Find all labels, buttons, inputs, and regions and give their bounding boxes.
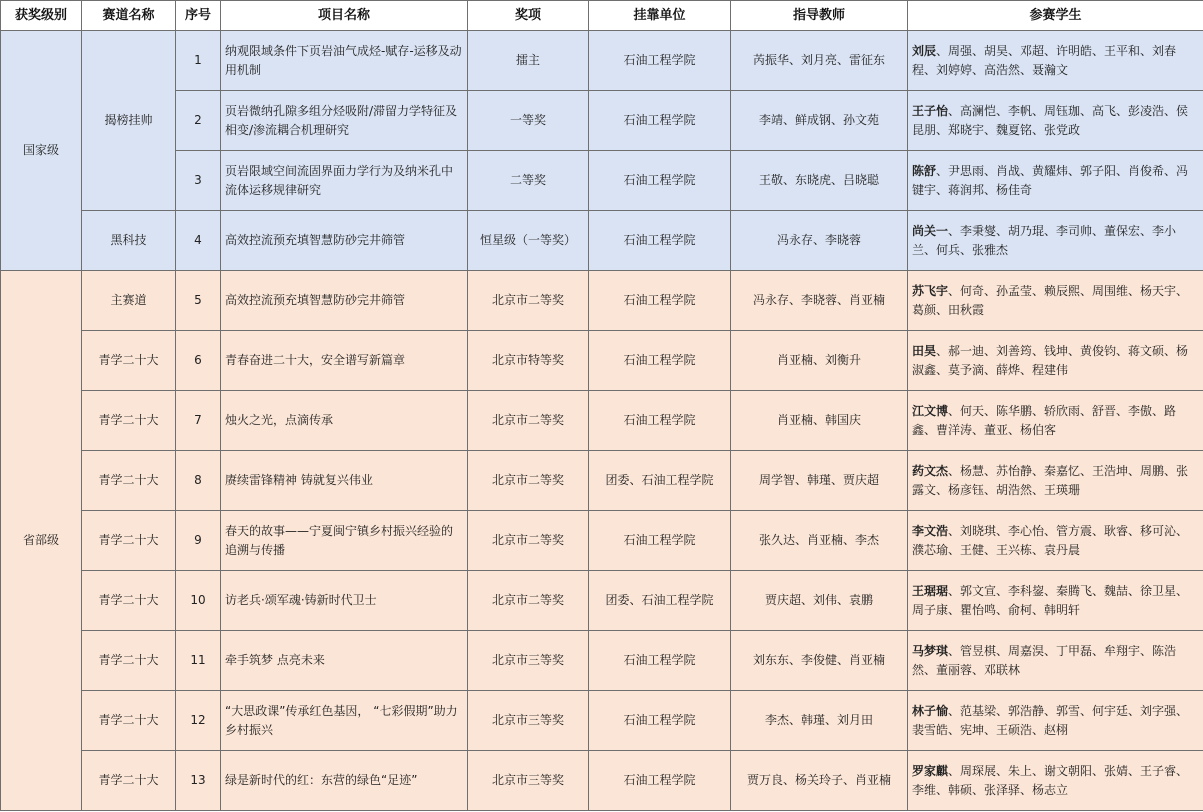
member-students: 、尹思雨、肖战、黄耀炜、郭子阳、肖俊希、冯键宇、蒋润邦、杨佳奇 xyxy=(912,163,1189,197)
table-row xyxy=(1,511,1203,571)
unit-cell: 石油工程学院 xyxy=(589,331,731,391)
unit-cell: 石油工程学院 xyxy=(589,391,731,451)
unit-cell: 石油工程学院 xyxy=(589,631,731,691)
number-cell: 5 xyxy=(176,271,221,331)
table-row xyxy=(1,271,1203,331)
lead-student: 药文杰 xyxy=(912,463,949,478)
number-cell: 10 xyxy=(176,571,221,631)
students-cell xyxy=(908,151,1203,211)
unit-cell: 石油工程学院 xyxy=(589,271,731,331)
track-cell: 揭榜挂帅 xyxy=(82,31,176,211)
table-row xyxy=(1,631,1203,691)
students-cell xyxy=(908,631,1203,691)
teachers-cell: 芮振华、刘月亮、雷征东 xyxy=(731,31,908,91)
teachers-cell: 刘东东、李俊健、肖亚楠 xyxy=(731,631,908,691)
number-cell: 12 xyxy=(176,691,221,751)
project-cell: 牵手筑梦 点亮未来 xyxy=(221,631,468,691)
member-students: 、何天、陈华鹏、轿欣雨、舒晋、李傲、路鑫、曹洋涛、董亚、杨伯客 xyxy=(912,403,1177,437)
unit-cell: 石油工程学院 xyxy=(589,151,731,211)
students-cell xyxy=(908,91,1203,151)
students-cell xyxy=(908,691,1203,751)
teachers-cell: 贾庆超、刘伟、袁鹏 xyxy=(731,571,908,631)
table-row xyxy=(1,391,1203,451)
member-students: 、刘晓琪、李心怡、管方震、耿睿、移可沁、濮芯瑜、王健、王兴栋、袁丹晨 xyxy=(912,523,1189,557)
students-cell xyxy=(908,511,1203,571)
teachers-cell: 张久达、肖亚楠、李杰 xyxy=(731,511,908,571)
award-cell: 北京市三等奖 xyxy=(468,751,589,811)
table-row xyxy=(1,211,1203,271)
track-cell: 主赛道 xyxy=(82,271,176,331)
member-students: 、李秉燮、胡乃琨、李司帅、董保宏、李小兰、何兵、张雅杰 xyxy=(912,223,1177,257)
lead-student: 王琚琚 xyxy=(912,583,949,598)
track-cell: 青学二十大 xyxy=(82,451,176,511)
teachers-cell: 冯永存、李晓蓉 xyxy=(731,211,908,271)
member-students: 、管昱棋、周嘉淏、丁甲磊、牟翔宇、陈浩然、董丽蓉、邓联林 xyxy=(912,643,1177,677)
number-cell: 3 xyxy=(176,151,221,211)
lead-student: 罗家麒 xyxy=(912,763,949,778)
teachers-cell: 李杰、韩瑾、刘月田 xyxy=(731,691,908,751)
award-cell: 北京市二等奖 xyxy=(468,391,589,451)
header-unit: 挂靠单位 xyxy=(589,1,731,31)
unit-cell: 石油工程学院 xyxy=(589,91,731,151)
header-teachers: 指导教师 xyxy=(731,1,908,31)
students-cell xyxy=(908,31,1203,91)
students-cell xyxy=(908,271,1203,331)
project-cell: 纳观限域条件下页岩油气成烃-赋存-运移及动用机制 xyxy=(221,31,468,91)
unit-cell: 石油工程学院 xyxy=(589,511,731,571)
member-students: 、高澜恺、李帆、周钰珈、高飞、彭凌浩、侯昆朋、郑晓宇、魏夏铭、张党政 xyxy=(912,103,1189,137)
project-cell: 青春奋进二十大，安全谱写新篇章 xyxy=(221,331,468,391)
number-cell: 2 xyxy=(176,91,221,151)
lead-student: 尚关一 xyxy=(912,223,949,238)
header-students: 参赛学生 xyxy=(908,1,1203,31)
table-row xyxy=(1,751,1203,811)
project-cell: “大思政课”传承红色基因， “七彩假期”助力乡村振兴 xyxy=(221,691,468,751)
lead-student: 李文浩 xyxy=(912,523,949,538)
member-students: 、郝一迪、刘善筠、钱坤、黄俊钧、蒋文硕、杨淑鑫、莫予滴、薛烨、程建伟 xyxy=(912,343,1189,377)
number-cell: 11 xyxy=(176,631,221,691)
project-cell: 访老兵·颂军魂·铸新时代卫士 xyxy=(221,571,468,631)
table-row xyxy=(1,31,1203,91)
number-cell: 4 xyxy=(176,211,221,271)
teachers-cell: 冯永存、李晓蓉、肖亚楠 xyxy=(731,271,908,331)
number-cell: 8 xyxy=(176,451,221,511)
table-row xyxy=(1,151,1203,211)
number-cell: 1 xyxy=(176,31,221,91)
member-students: 、郭文宣、李科鋆、秦腾飞、魏喆、徐卫星、周子康、瞿怡鸣、俞柯、韩明轩 xyxy=(912,583,1189,617)
lead-student: 陈舒 xyxy=(912,163,937,178)
unit-cell: 石油工程学院 xyxy=(589,211,731,271)
track-cell: 黑科技 xyxy=(82,211,176,271)
unit-cell: 石油工程学院 xyxy=(589,751,731,811)
track-cell: 青学二十大 xyxy=(82,391,176,451)
project-cell: 烛火之光，点滴传承 xyxy=(221,391,468,451)
project-cell: 页岩微纳孔隙多组分烃吸附/滞留力学特征及相变/渗流耦合机理研究 xyxy=(221,91,468,151)
project-cell: 高效控流预充填智慧防砂完井筛管 xyxy=(221,271,468,331)
track-cell: 青学二十大 xyxy=(82,571,176,631)
project-cell: 绿是新时代的红：东营的绿色“足迹” xyxy=(221,751,468,811)
table-row xyxy=(1,571,1203,631)
table-row xyxy=(1,331,1203,391)
number-cell: 9 xyxy=(176,511,221,571)
track-cell: 青学二十大 xyxy=(82,511,176,571)
award-cell: 二等奖 xyxy=(468,151,589,211)
number-cell: 6 xyxy=(176,331,221,391)
header-row xyxy=(1,1,1203,31)
award-cell: 北京市二等奖 xyxy=(468,271,589,331)
students-cell xyxy=(908,451,1203,511)
level-cell: 国家级 xyxy=(1,31,82,271)
award-cell: 一等奖 xyxy=(468,91,589,151)
students-cell xyxy=(908,211,1203,271)
unit-cell: 团委、石油工程学院 xyxy=(589,451,731,511)
award-cell: 恒星级（一等奖） xyxy=(468,211,589,271)
track-cell: 青学二十大 xyxy=(82,691,176,751)
lead-student: 刘辰 xyxy=(912,43,937,58)
track-cell: 青学二十大 xyxy=(82,331,176,391)
number-cell: 7 xyxy=(176,391,221,451)
award-cell: 北京市三等奖 xyxy=(468,631,589,691)
award-cell: 北京市二等奖 xyxy=(468,511,589,571)
project-cell: 高效控流预充填智慧防砂完井筛管 xyxy=(221,211,468,271)
table-row xyxy=(1,91,1203,151)
award-cell: 北京市二等奖 xyxy=(468,571,589,631)
lead-student: 田昊 xyxy=(912,343,937,358)
teachers-cell: 肖亚楠、刘衡升 xyxy=(731,331,908,391)
lead-student: 林子愉 xyxy=(912,703,949,718)
header-track: 赛道名称 xyxy=(82,1,176,31)
teachers-cell: 肖亚楠、韩国庆 xyxy=(731,391,908,451)
table-row xyxy=(1,691,1203,751)
unit-cell: 石油工程学院 xyxy=(589,31,731,91)
students-cell xyxy=(908,751,1203,811)
member-students: 、杨慧、苏怡静、秦嘉忆、王浩坤、周鹏、张露文、杨彦钰、胡浩然、王瑛珊 xyxy=(912,463,1189,497)
teachers-cell: 贾万良、杨关玲子、肖亚楠 xyxy=(731,751,908,811)
member-students: 、周强、胡昊、邓超、许明皓、王平和、刘春程、刘婷婷、高浩然、聂瀚文 xyxy=(912,43,1177,77)
table-row xyxy=(1,451,1203,511)
lead-student: 马梦琪 xyxy=(912,643,949,658)
teachers-cell: 王敬、东晓虎、吕晓聪 xyxy=(731,151,908,211)
header-award: 奖项 xyxy=(468,1,589,31)
award-cell: 擂主 xyxy=(468,31,589,91)
member-students: 、周琛展、朱上、谢文朝阳、张婧、王子睿、李维、韩硕、张泽驿、杨志立 xyxy=(912,763,1189,797)
unit-cell: 石油工程学院 xyxy=(589,691,731,751)
students-cell xyxy=(908,571,1203,631)
students-cell xyxy=(908,331,1203,391)
lead-student: 江文博 xyxy=(912,403,949,418)
track-cell: 青学二十大 xyxy=(82,751,176,811)
member-students: 、范基梁、郭浩静、郭雪、何宇廷、刘字强、裴雪皓、宪坤、王硕浩、赵栩 xyxy=(912,703,1189,737)
award-cell: 北京市三等奖 xyxy=(468,691,589,751)
lead-student: 王子怡 xyxy=(912,103,949,118)
teachers-cell: 李靖、鲜成钢、孙文苑 xyxy=(731,91,908,151)
number-cell: 13 xyxy=(176,751,221,811)
lead-student: 苏飞宇 xyxy=(912,283,949,298)
project-cell: 赓续雷锋精神 铸就复兴伟业 xyxy=(221,451,468,511)
project-cell: 春天的故事——宁夏闽宁镇乡村振兴经验的追溯与传播 xyxy=(221,511,468,571)
track-cell: 青学二十大 xyxy=(82,631,176,691)
award-cell: 北京市特等奖 xyxy=(468,331,589,391)
award-cell: 北京市二等奖 xyxy=(468,451,589,511)
project-cell: 页岩限域空间流固界面力学行为及纳米孔中流体运移规律研究 xyxy=(221,151,468,211)
students-cell xyxy=(908,391,1203,451)
member-students: 、何奇、孙孟莹、赖辰熙、周围维、杨天宇、葛颜、田秋霞 xyxy=(912,283,1189,317)
level-cell: 省部级 xyxy=(1,271,82,811)
unit-cell: 团委、石油工程学院 xyxy=(589,571,731,631)
header-project: 项目名称 xyxy=(221,1,468,31)
header-level: 获奖级别 xyxy=(1,1,82,31)
teachers-cell: 周学智、韩瑾、贾庆超 xyxy=(731,451,908,511)
header-number: 序号 xyxy=(176,1,221,31)
